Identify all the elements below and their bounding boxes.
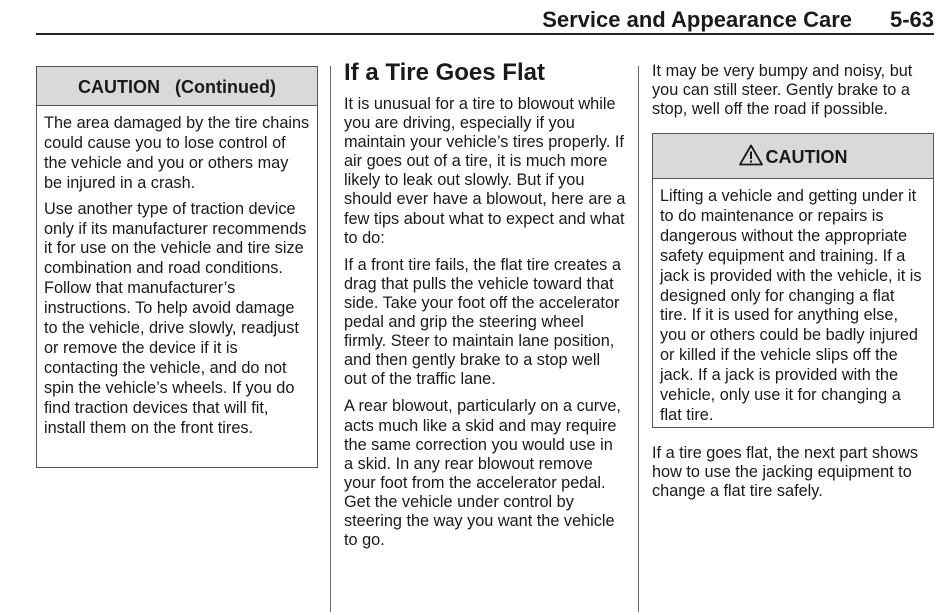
body-paragraph: If a front tire fails, the flat tire creates a drag that pulls the vehicle toward that side. Take your foot off the accelerator pedal and grip the steering wheel firmly. Steer to maintain lane position, and then gently brake to a stop well out of the traffic lane. (344, 255, 621, 389)
body-paragraph: A rear blowout, particularly on a curve, acts much like a skid and may require the same correction you would use in a skid. In any rear blowout remove your foot from the accelerator pedal. Get the vehicle under control by steering the way you want the vehicle to go. (344, 397, 621, 550)
page-header-title: Service and Appearance Care (542, 7, 852, 32)
caution-continued-paragraph: Use another type of traction device only if its manufacturer recommends it for use on the vehicle and tire size combination and road conditions. Follow that manufacturer’s instructions. To help avoid damage to the vehicle, drive slowly, readjust or remove the device if it is contacting the vehicle, and do not spin the vehicle’s wheels. If you do find traction devices that will fit, install them on the front tires. (44, 199, 307, 437)
caution-continued-heading-text: CAUTION (Continued) (78, 77, 276, 97)
caution-paragraph: Lifting a vehicle and getting under it to do maintenance or repairs is dangerous without the appropriate safety equipment and training. If a jack is provided with the vehicle, it is designed only for changing a flat tire. If it is used for anything else, you or others could be badly injured or killed if the vehicle slips off the jack. If a jack is provided with the vehicle, only use it for changing a flat tire. (660, 187, 922, 424)
header-rule (36, 33, 934, 35)
right-column-top (652, 62, 936, 127)
caution-continued-heading (37, 67, 317, 106)
column-divider-right (638, 66, 639, 612)
caution-body (653, 179, 933, 426)
warning-triangle-icon (739, 137, 763, 183)
page-header (0, 0, 950, 34)
caution-heading-text: CAUTION (765, 147, 848, 167)
page-number: 5-63 (889, 7, 934, 32)
caution-continued-box (36, 66, 318, 468)
middle-column (344, 58, 626, 558)
body-paragraph: If a tire goes flat, the next part shows how to use the jacking equipment to change a flat tire safely. (652, 444, 919, 501)
caution-heading (653, 134, 933, 179)
caution-continued-paragraph: The area damaged by the tire chains could cause you to lose control of the vehicle and you or others may be injured in a crash. (44, 114, 310, 192)
body-paragraph: It may be very bumpy and noisy, but you can still steer. Gently brake to a stop, well off the road if possible. (652, 62, 913, 119)
section-title: If a Tire Goes Flat (344, 59, 545, 86)
caution-box (652, 133, 934, 428)
column-divider-left (330, 66, 331, 612)
body-paragraph: It is unusual for a tire to blowout while you are driving, especially if you maintain your vehicle’s tires properly. If air goes out of a tire, it is much more likely to leak out slowly. But if you should ever have a blowout, here are a few tips about what to expect and what to do: (344, 95, 626, 247)
right-column-bottom (652, 444, 934, 509)
caution-continued-body (37, 106, 317, 439)
